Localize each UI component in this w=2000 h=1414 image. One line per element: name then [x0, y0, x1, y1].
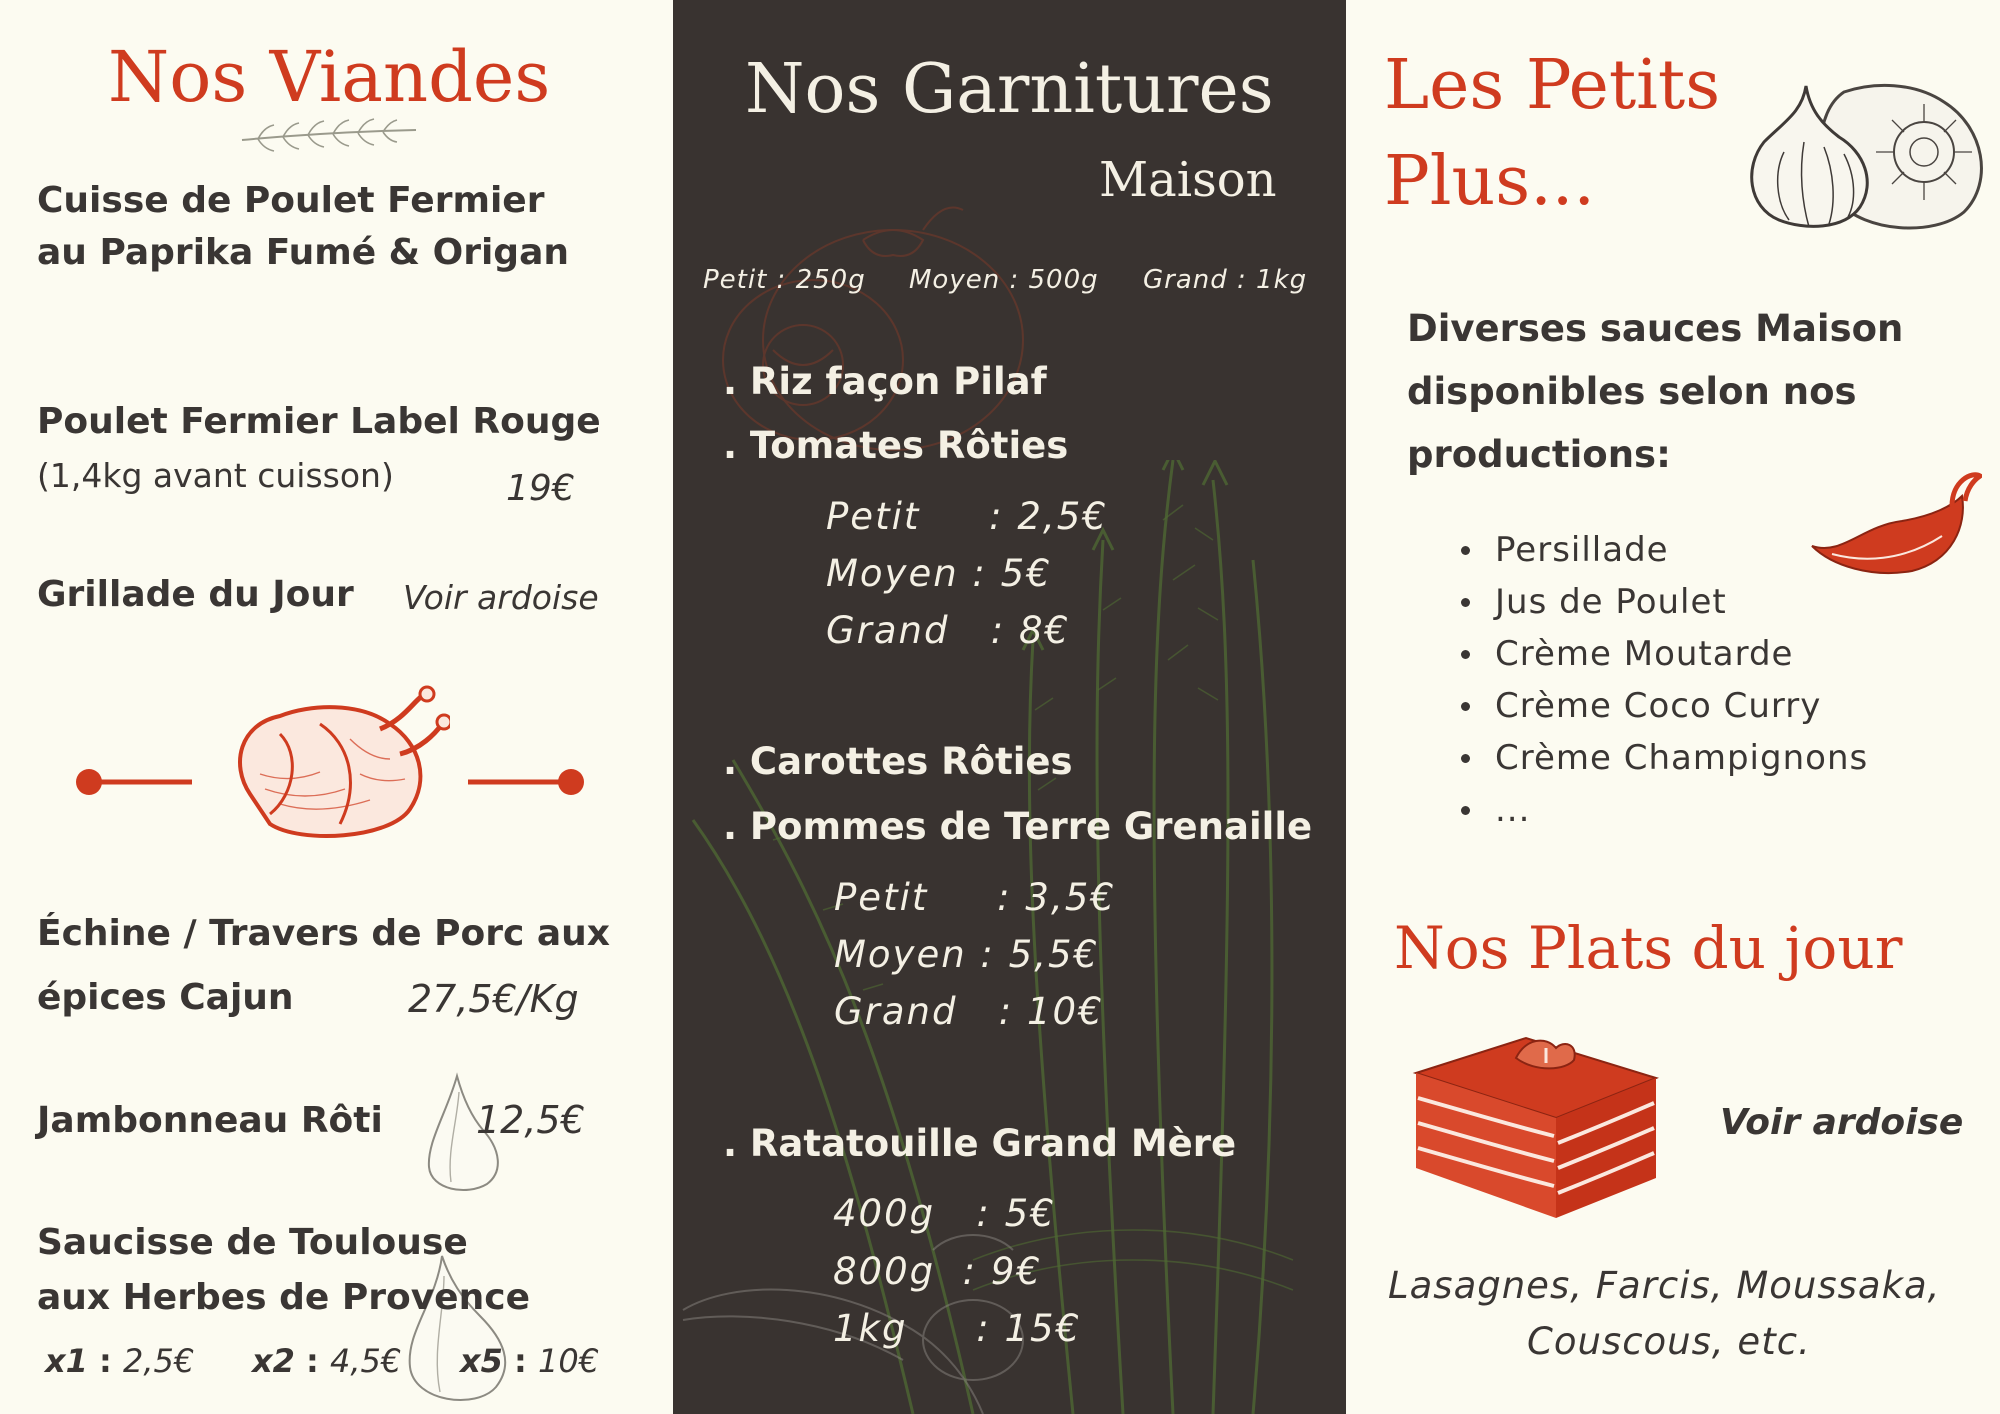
garlic-bulb-icon-2	[1744, 82, 1874, 232]
item3-name: Grillade du Jour	[37, 574, 354, 615]
item2-name: Poulet Fermier Label Rouge	[37, 401, 601, 442]
size-moyen: Moyen : 500g	[909, 265, 1099, 295]
sauces-intro-line3: productions:	[1407, 433, 1671, 476]
garniture-riz: . Riz façon Pilaf	[723, 360, 1047, 403]
qty-x2: x2	[252, 1342, 295, 1380]
item3-price: Voir ardoise	[403, 578, 599, 617]
group1-price-moyen: Moyen : 5€	[826, 552, 1052, 595]
item2-price: 19€	[506, 468, 575, 509]
item5-name: Jambonneau Rôti	[37, 1100, 383, 1141]
item4-price: 27,5€/Kg	[408, 977, 579, 1021]
size-grand: Grand : 1kg	[1143, 265, 1308, 295]
divider-left	[74, 764, 194, 800]
item6-prices-3: x5 : 10€	[460, 1342, 600, 1380]
roast-chicken-icon	[220, 684, 450, 848]
divider-right	[466, 764, 586, 800]
plats-note: Voir ardoise	[1720, 1102, 1964, 1143]
plats-examples-line1: Lasagnes, Farcis, Moussaka,	[1388, 1264, 1941, 1307]
group3-price-400g: 400g : 5€	[833, 1192, 1056, 1235]
size-petit: Petit : 250g	[703, 265, 866, 295]
price-x2: 4,5€	[329, 1342, 402, 1380]
qty-x1: x1	[45, 1342, 88, 1380]
plats-examples-line2: Couscous, etc.	[1527, 1320, 1811, 1363]
item6-prices-2: x2 : 4,5€	[252, 1342, 402, 1380]
viandes-title: Nos Viandes	[108, 36, 551, 118]
item6-line1: Saucisse de Toulouse	[37, 1222, 468, 1263]
petits-plus-title-line2: Plus...	[1384, 142, 1596, 221]
sauce-item: Persillade	[1457, 524, 1868, 576]
sauce-item: ...	[1457, 784, 1868, 836]
item4-line2: épices Cajun	[37, 977, 294, 1018]
lasagna-icon	[1406, 1018, 1666, 1230]
item1-line2: au Paprika Fumé & Origan	[37, 232, 570, 273]
garniture-carottes: . Carottes Rôties	[723, 740, 1073, 783]
item5-price: 12,5€	[476, 1098, 585, 1142]
item6-prices: x1 : 2,5€	[45, 1342, 195, 1380]
sauces-list	[1457, 524, 1868, 836]
rosemary-sprig-icon	[238, 112, 420, 158]
sauce-item: Jus de Poulet	[1457, 576, 1868, 628]
garniture-ratatouille: . Ratatouille Grand Mère	[723, 1122, 1237, 1165]
petits-plus-title-line1: Les Petits	[1384, 46, 1721, 125]
plats-du-jour-title: Nos Plats du jour	[1394, 914, 1903, 982]
item6-line2: aux Herbes de Provence	[37, 1277, 530, 1318]
garnitures-column	[673, 0, 1346, 1414]
group2-price-moyen: Moyen : 5,5€	[834, 933, 1100, 976]
item2-note: (1,4kg avant cuisson)	[37, 456, 394, 495]
group3-price-1kg: 1kg : 15€	[833, 1307, 1082, 1350]
group2-price-grand: Grand : 10€	[834, 990, 1104, 1033]
group2-price-petit: Petit : 3,5€	[834, 876, 1116, 919]
garniture-tomates: . Tomates Rôties	[723, 424, 1069, 467]
group3-price-800g: 800g : 9€	[833, 1250, 1042, 1293]
garnitures-subtitle: Maison	[1099, 152, 1277, 208]
group1-price-petit: Petit : 2,5€	[826, 495, 1108, 538]
sauces-intro-line1: Diverses sauces Maison	[1407, 307, 1904, 350]
sauce-item: Crème Coco Curry	[1457, 680, 1868, 732]
item1-line1: Cuisse de Poulet Fermier	[37, 180, 545, 221]
qty-x5: x5	[460, 1342, 503, 1380]
garniture-pommes-de-terre: . Pommes de Terre Grenaille	[723, 805, 1313, 848]
sauces-intro-line2: disponibles selon nos	[1407, 370, 1857, 413]
sauce-item: Crème Moutarde	[1457, 628, 1868, 680]
item4-line1: Échine / Travers de Porc aux	[37, 913, 611, 954]
garnitures-title: Nos Garnitures	[745, 50, 1274, 129]
sauce-item: Crème Champignons	[1457, 732, 1868, 784]
group1-price-grand: Grand : 8€	[826, 609, 1071, 652]
price-x5: 10€	[537, 1342, 600, 1380]
price-x1: 2,5€	[122, 1342, 195, 1380]
